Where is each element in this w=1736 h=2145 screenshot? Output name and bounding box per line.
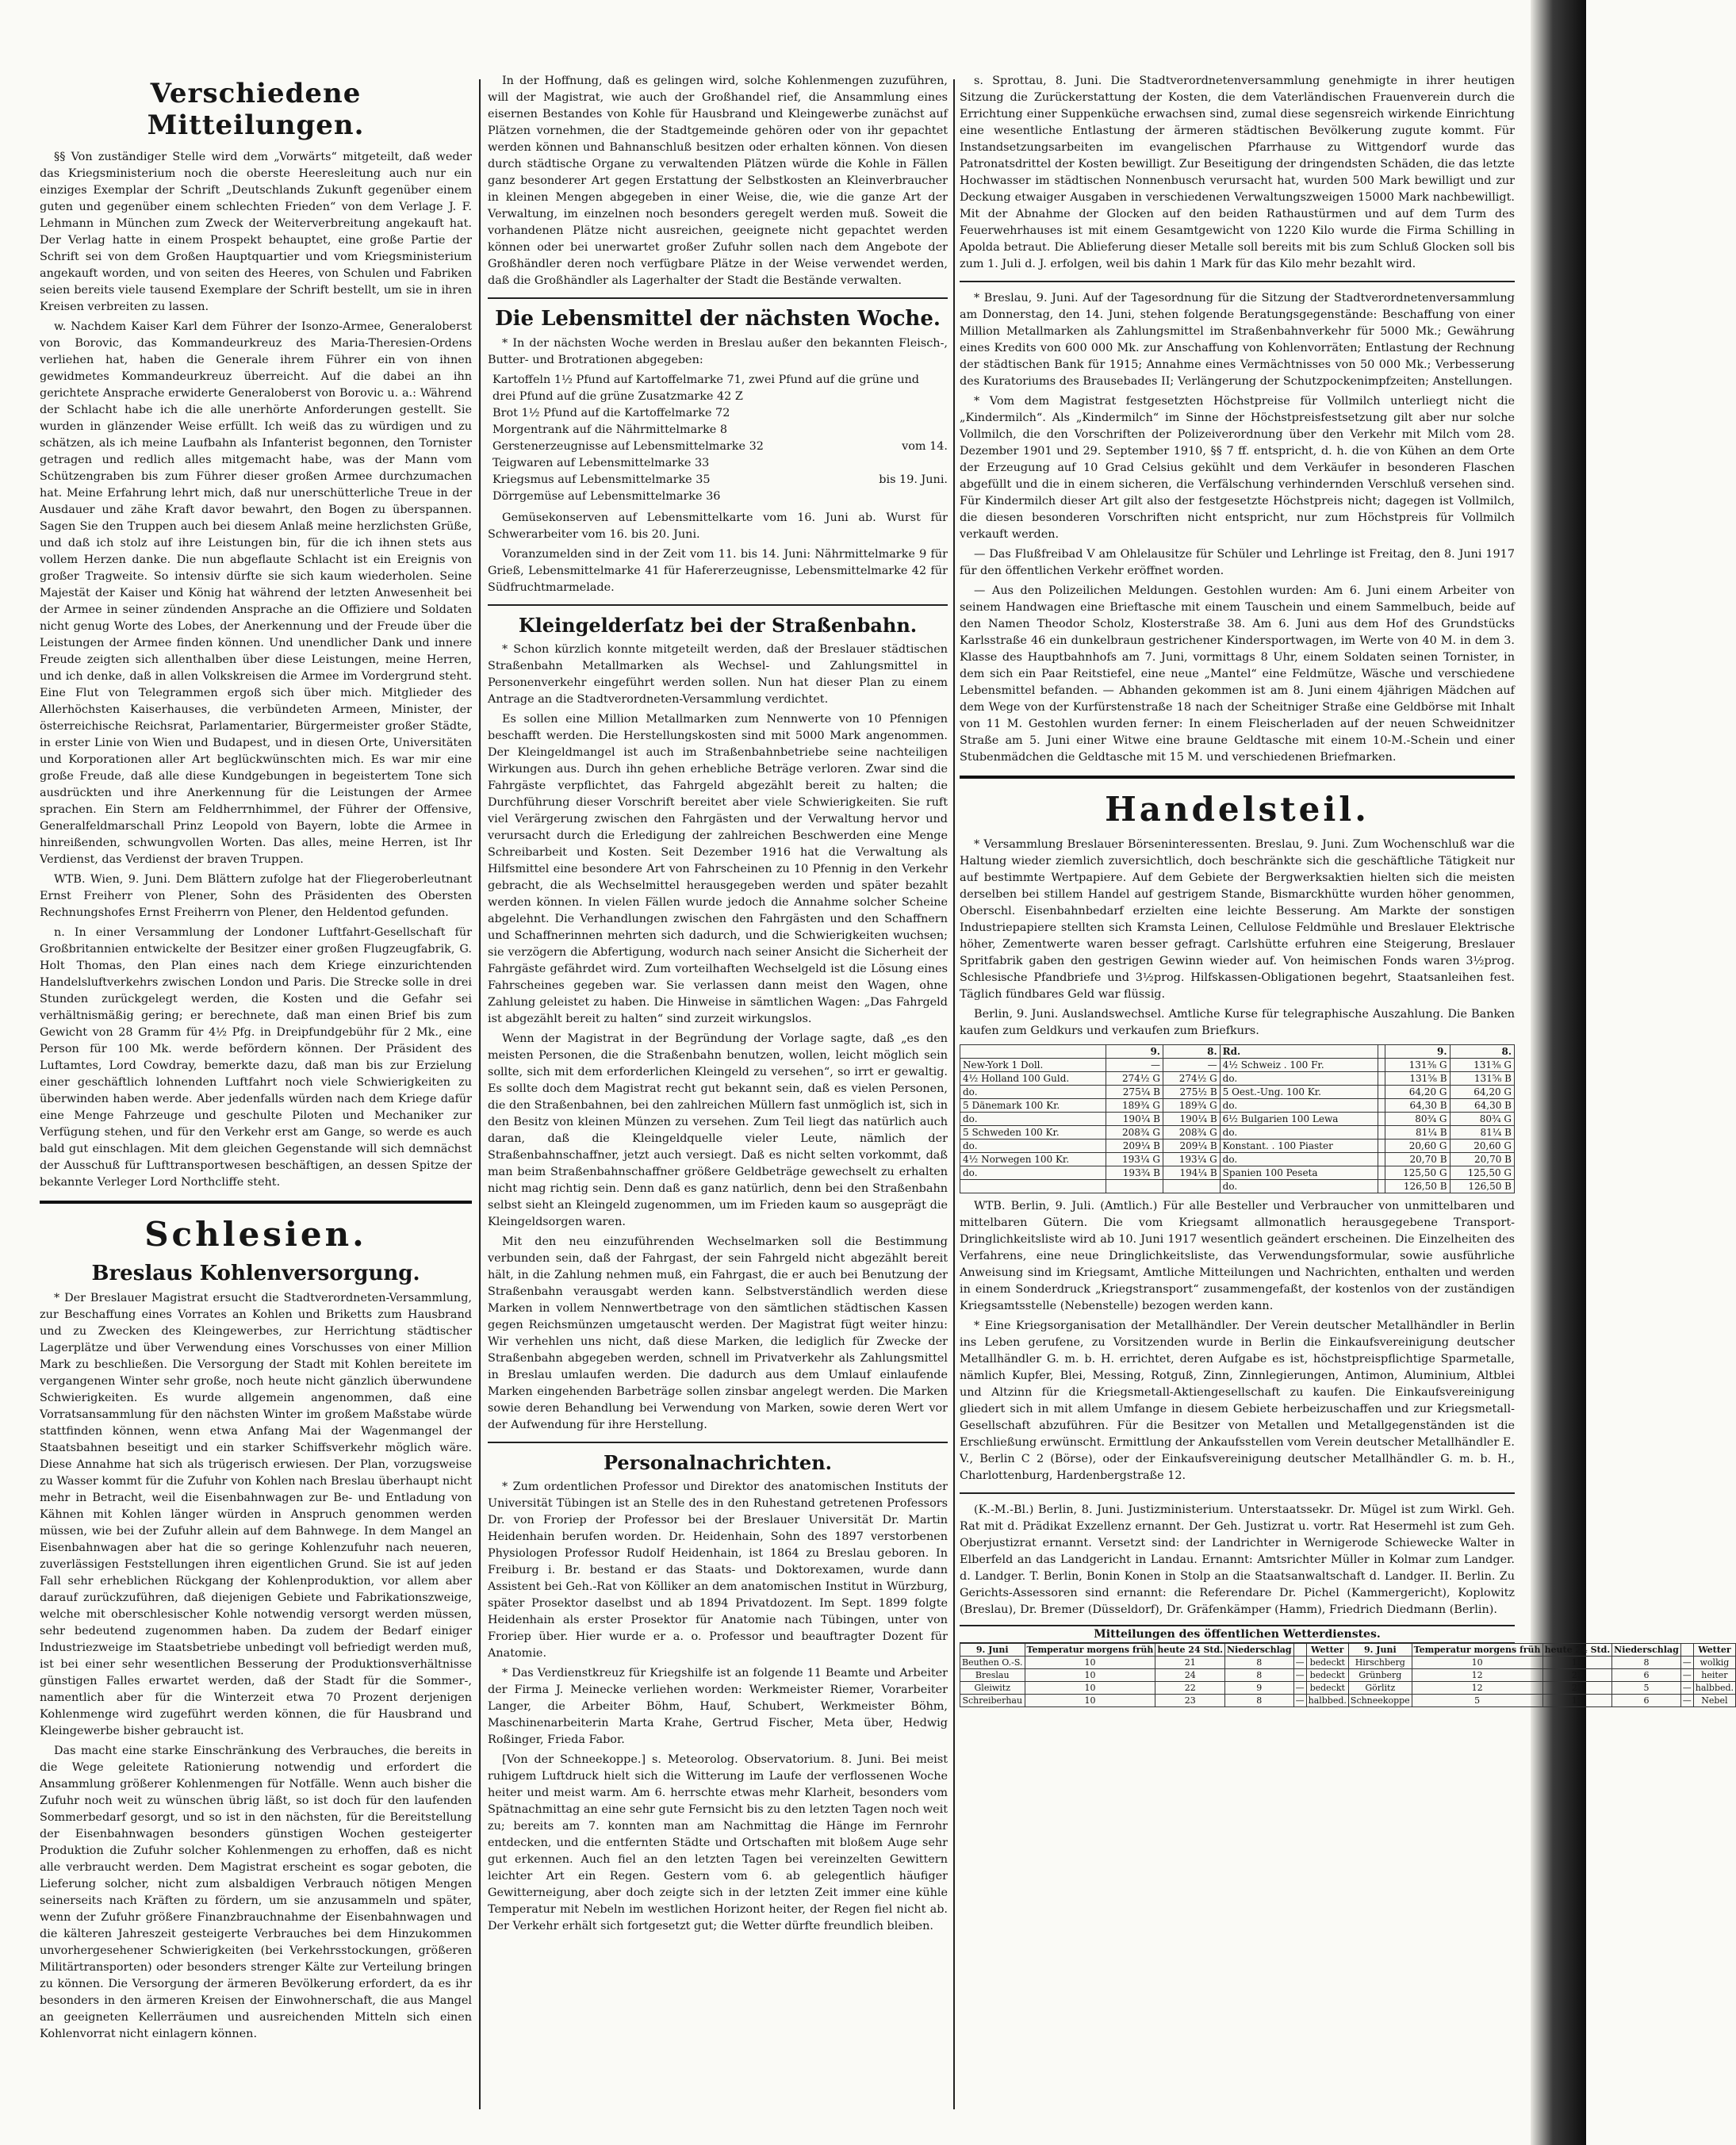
table-cell: — <box>1680 1657 1693 1669</box>
table-cell <box>1378 1059 1385 1072</box>
table-header-cell: heute 24 Std. <box>1155 1644 1225 1657</box>
table-cell: Gleiwitz <box>960 1682 1025 1695</box>
article-paragraph: * Schon kürzlich konnte mitgeteilt werden, daß der Breslauer städtischen Straßenbahn Metallmarken als Wechsel- und Zahlungsmittel in Personenverkehr eingeführt werden sollen. Nun hat dieser Plan zu einem Antrage an die Stadtverordneten-Versammlung verdichtet. <box>488 643 948 706</box>
article-heading-personal: Personalnachrichten. <box>604 1451 832 1474</box>
table-cell: 10 <box>1025 1682 1155 1695</box>
food-row: Morgentrank auf die Nährmittelmarke 8 <box>492 423 728 436</box>
table-header-cell: Wetter <box>1693 1644 1735 1657</box>
table-cell: 131⅜ G <box>1385 1059 1450 1072</box>
table-cell <box>1378 1099 1385 1113</box>
table-cell <box>1378 1140 1385 1153</box>
table-cell: 5 <box>1612 1682 1681 1695</box>
section-heading-mitteilungen: Verschiedene Mitteilungen. <box>147 78 365 141</box>
table-cell: — <box>1680 1682 1693 1695</box>
section-divider <box>40 1201 472 1204</box>
table-header-cell: Temperatur morgens früh <box>1025 1644 1155 1657</box>
table-cell: 131⅜ G <box>1450 1059 1514 1072</box>
article-paragraph: §§ Von zuständiger Stelle wird dem „Vorwärts“ mitgeteilt, daß weder das Kriegsministerium noch die oberste Heeresleitung auch nur ein einziges Exemplar der Schrift „Deutschlands Zukunft gegenüber einem guten und gegenüber einem schlechten Frieden“ von dem Verlage J. F. Lehmann in München zum Zweck der Weiterverbreitung angekauft hat. Der Verlag hatte in einem Prospekt behauptet, eine große Partie der Schrift sei von dem Großen Hauptquartier und vom Kriegsministerium angekauft worden, und von seiten des Heeres, von Schulen und Fabriken seien bereits viele tausend Exemplare der Schrift bestellt, um sie in ihren Kreisen verbreiten zu lassen. <box>40 151 472 313</box>
table-cell <box>1378 1153 1385 1166</box>
table-cell: 23 <box>1542 1669 1612 1682</box>
food-row: Gerstenerzeugnisse auf Lebensmittelmarke 32 vom 14. <box>492 440 948 453</box>
table-cell: 81¼ B <box>1450 1126 1514 1140</box>
table-cell: — <box>1163 1059 1220 1072</box>
table-cell: 4½ Norwegen 100 Kr. <box>960 1153 1106 1166</box>
table-cell: 131⅝ B <box>1450 1072 1514 1086</box>
table-cell <box>1378 1180 1385 1193</box>
table-cell: 10 <box>1025 1669 1155 1682</box>
article-paragraph: WTB. Wien, 9. Juni. Dem Blättern zufolge hat der Fliegeroberleutnant Ernst Freiherr von Plener, Sohn des Präsidenten des Obersten Rechnungshofes Ernst Freiherrn von Plener, den Heldentod gefunden. <box>40 873 472 919</box>
table-cell <box>1378 1113 1385 1126</box>
table-row <box>960 1657 1736 1669</box>
table-cell <box>1163 1180 1220 1193</box>
table-cell: 275½ B <box>1163 1086 1220 1099</box>
food-row: Kriegsmus auf Lebensmittelmarke 35 bis 19. Juni. <box>492 473 948 486</box>
article-paragraph: Berlin, 9. Juni. Auslandswechsel. Amtliche Kurse für telegraphische Auszahlung. Die Banken kaufen zum Geldkurs und verkaufen zum Briefkurs. <box>960 1008 1515 1037</box>
article-paragraph: [Von der Schneekoppe.] s. Meteorolog. Observatorium. 8. Juni. Bei meist ruhigem Luftdruck hielt sich die Witterung im Laufe der verflossenen Woche heiter und meist warm. Am 6. herrschte etwas mehr Klarheit, besonders vom Spätnachmittag an eine sehr gute Fernsicht bis zu den letzten Tagen noch weit zu; bereits am 7. konnten man am Nachmittag die Hänge im Fernrohr entdecken, und die entfernten Städte und Ortschaften mit bloßem Auge sehr gut erkennen. Auch fiel an den letzten Tagen bei vereinzelten Gewittern leichter Art ein Regen. Gestern vom 6. ab gelegentlich häufiger Gewitterneigung, aber doch zeigte sich in der letzten Zeit immer eine kühle Temperatur mit Nebeln im westlichen Horizont heiter, der Regen fiel nicht ab. Der Verkehr erhält sich fortgesetzt gut; die Wetter dürfte freundlich bleiben. <box>488 1753 948 1932</box>
table-cell: 8 <box>1612 1657 1681 1669</box>
table-cell: 189¾ G <box>1163 1099 1220 1113</box>
table-header-row <box>960 1644 1736 1657</box>
table-cell: 8 <box>1225 1695 1294 1707</box>
table-cell: bedeckt <box>1306 1657 1348 1669</box>
table-cell: 64,20 G <box>1385 1086 1450 1099</box>
table-cell: 81¼ B <box>1385 1126 1450 1140</box>
table-cell: 20,70 B <box>1450 1153 1514 1166</box>
table-cell: halbbed. <box>1693 1682 1735 1695</box>
article-paragraph: * Das Verdienstkreuz für Kriegshilfe ist an folgende 11 Beamte und Arbeiter der Firma J. Meinecke verliehen worden: Werkmeister Riemer, Vorarbeiter Langer, die Arbeiter Böhm, Hauf, Schubert, Werkmeister Böhm, Maschinenarbeiterin Marta Krahe, Gertrud Fischer, Meta über, Hedwig Roßinger, Frieda Fabor. <box>488 1667 948 1746</box>
column-2 <box>488 73 948 2119</box>
article-heading-kleingeld: Kleingelderſatz bei der Straßenbahn. <box>518 614 918 637</box>
table-cell: do. <box>1220 1072 1378 1086</box>
table-cell: 131⅝ B <box>1385 1072 1450 1086</box>
table-cell <box>1378 1126 1385 1140</box>
table-row <box>960 1180 1515 1193</box>
table-cell: Konstant. . 100 Piaster <box>1220 1140 1378 1153</box>
table-cell: 189¾ G <box>1106 1099 1163 1113</box>
table-header-cell: heute 24 Std. <box>1542 1644 1612 1657</box>
table-cell: 10 <box>1025 1657 1155 1669</box>
table-cell: Nebel <box>1693 1695 1735 1707</box>
table-cell: 23 <box>1155 1695 1225 1707</box>
food-row: Brot 1½ Pfund auf die Kartoffelmarke 72 <box>492 407 730 419</box>
table-cell: 21 <box>1155 1657 1225 1669</box>
table-cell: — <box>1293 1657 1306 1669</box>
table-cell: 12 <box>1412 1682 1542 1695</box>
table-cell <box>960 1180 1106 1193</box>
table-cell: 193¼ G <box>1106 1153 1163 1166</box>
article-paragraph: * Vom dem Magistrat festgesetzten Höchstpreise für Vollmilch unterliegt nicht die „Kindermilch“. Als „Kindermilch“ im Sinne der Höchstpreisfestsetzung gilt aber nur solche Vollmilch, die den Vorschriften der Polizeiverordnung über den Verkehr mit Milch vom 28. Dezember 1901 und 29. September 1910, §§ 7 ff. entspricht, d. h. die von Kühen an dem Orte der Erzeugung auf 10 Grad Celsius gekühlt und dem Verkäufer in besonderen Flaschen abgefüllt und die in einem sicheren, die Verfälschung verhindernden Verschluß versehen sind. Für Kindermilch dieser Art gilt also der festgesetzte Höchstpreis nicht; dagegen ist Vollmilch, die diesen besonderen Vorschriften nicht entspricht, nur zum Höchstpreis für Vollmilch verkauft werden. <box>960 395 1515 541</box>
article-paragraph: * Versammlung Breslauer Börseninteressenten. Breslau, 9. Juni. Zum Wochenschluß war die Haltung wieder ziemlich zuversichtlich, doch beschränkte sich die geschäftliche Tätigkeit nur auf bestimmte Wertpapiere. Auf dem Gebiete der Bergwerksaktien hielten sich die meisten derselben bei stillem Handel auf gestrigem Stande, Bismarckhütte wurden höher genommen, Oberschl. Eisenbahnbedarf erzielten eine leichte Besserung. Am Markte der sonstigen Industriepapiere stellten sich Kramsta Leinen, Cellulose Feldmühle und Breslauer Elektrische höher, Zementwerte waren besser gefragt. Carlshütte erfuhren eine Steigerung, Breslauer Spritfabrik gaben den gestrigen Gewinn wieder auf. Von heimischen Fonds waren 3½prog. Schlesische Pfandbriefe und 3½prog. Hilfskassen-Obligationen begehrt, Staatsanleihen fest. Täglich fündbares Geld war flüssig. <box>960 838 1515 1001</box>
table-header-cell: Niederschlag <box>1225 1644 1294 1657</box>
table-cell: 4½ Holland 100 Guld. <box>960 1072 1106 1086</box>
table-cell: 12 <box>1542 1695 1612 1707</box>
table-cell: 10 <box>1412 1657 1542 1669</box>
table-cell: 274½ G <box>1163 1072 1220 1086</box>
column-rule <box>479 79 481 2109</box>
table-cell: halbbed. <box>1306 1695 1348 1707</box>
table-cell: 23 <box>1542 1682 1612 1695</box>
table-cell: 80¾ G <box>1385 1113 1450 1126</box>
table-cell: — <box>1293 1695 1306 1707</box>
weather-table <box>960 1643 1736 1707</box>
table-cell: — <box>1680 1669 1693 1682</box>
table-cell: 190¼ B <box>1163 1113 1220 1126</box>
table-row <box>960 1086 1515 1099</box>
table-cell: do. <box>960 1166 1106 1180</box>
article-divider <box>960 1492 1515 1494</box>
table-cell: do. <box>1220 1180 1378 1193</box>
table-cell: 5 Oest.-Ung. 100 Kr. <box>1220 1086 1378 1099</box>
table-cell: Schneekoppe <box>1348 1695 1412 1707</box>
table-cell: 4½ Schweiz . 100 Fr. <box>1220 1059 1378 1072</box>
table-row <box>960 1140 1515 1153</box>
table-cell: 194¼ B <box>1163 1166 1220 1180</box>
table-cell: 64,30 B <box>1385 1099 1450 1113</box>
article-paragraph: * Eine Kriegsorganisation der Metallhändler. Der Verein deutscher Metallhändler in Berlin ins Leben gerufene, zu Vorsitzenden wurde in Berlin die Einkaufsvereinigung deutscher Metallhändler G. m. b. H. errichtet, deren Aufgabe es ist, höchstpreispflichtige Sparmetalle, nämlich Kupfer, Blei, Messing, Rotguß, Zinn, Zinnlegierungen, Antimon, Aluminium, Altblei und Altzinn für die Kriegsmetall-Aktiengesellschaft zu kaufen. Die Einkaufsvereinigung gliedert sich in mit allem Umfange in diesem Gebiete herbeizuschaffen und zur Kriegsmetall-Gesellschaft abzuführen. Für die Besitzer von Metallen und Metallgegenständen ist die Erschließung erwünscht. Ermittlung der Ankaufsstellen vom Verein deutscher Metallhändler E. V., Berlin C 2 (Börse), oder der Einkaufsvereinigung deutscher Metallhändler G. m. b. H., Charlottenburg, Hardenbergstraße 12. <box>960 1320 1515 1482</box>
table-cell: 274½ G <box>1106 1072 1163 1086</box>
table-row <box>960 1153 1515 1166</box>
table-cell: 208¾ G <box>1106 1126 1163 1140</box>
article-paragraph: — Das Flußfreibad V am Ohlelausitze für Schüler und Lehrlinge ist Freitag, den 8. Juni 1917 für den öffentlichen Verkehr eröffnet worden. <box>960 548 1515 577</box>
weather-service-title: Mitteilungen des öffentlichen Wetterdienstes. <box>960 1625 1515 1643</box>
section-heading-handelsteil: Handelsteil. <box>1105 790 1370 829</box>
article-paragraph: Wenn der Magistrat in der Begründung der Vorlage sagte, daß „es den meisten Personen, die die Straßenbahn benutzen, wollen, leicht möglich sein sollte, sich mit dem erforderlichen Kleingeld zu versehen“, so irrt er gewaltig. Es sollte doch dem Magistrat recht gut bekannt sein, daß es vielen Personen, die den Straßenbahnen, bei den zahlreichen Müllern fast unmöglich ist, sich in den Besitz von kleinen Münzen zu versehen. Zum Teil liegt das natürlich auch daran, daß die Kleingeldquelle vieler Leute, nämlich der Straßenbahnschaffner, jetzt auch versiegt. Daß es nicht selten vorkommt, daß man beim Straßenbahnschaffner größere Geldbeträge gewechselt zu erhalten nicht mag richtig sein. Denn daß es ganz natürlich, denn bei den Straßenbahn selbst sieht an Kleingeld zugenommen, um im Frieden kaum so ausgeprägt die Kleingeldsorgen waren. <box>488 1032 948 1228</box>
table-cell: 64,30 B <box>1450 1099 1514 1113</box>
table-cell: Hirschberg <box>1348 1657 1412 1669</box>
table-row <box>960 1099 1515 1113</box>
article-paragraph: Voranzumelden sind in der Zeit vom 11. bis 14. Juni: Nährmittelmarke 9 für Grieß, Lebensmittelmarke 41 für Hafererzeugnisse, Lebensmittelmarke 42 für Südfruchtmarmelade. <box>488 548 948 594</box>
table-cell: 80¾ G <box>1450 1113 1514 1126</box>
article-paragraph: n. In einer Versammlung der Londoner Luftfahrt-Gesellschaft für Großbritannien entwickelte der Besitzer einer großen Flugzeugfabrik, G. Holt Thomas, den Plan eines nach dem Kriege einzurichtenden Handelsluftverkehrs zwischen London und Paris. Die Strecke solle in drei Stunden zurückgelegt werden, die Kosten und die Gefahr sei verhältnismäßig gering; er berechnete, daß man einen Brief bis zum Gewicht von 28 Gramm für 4½ Pfg. in Dreipfundgebühr für 2 Mk., eine Person für 100 Mk. werde befördern können. Der Präsident des Luftamtes, Lord Cowdray, bemerkte dazu, daß man bis zur Erzielung einer geschäftlich lohnenden Luftfahrt noch viele Schwierigkeiten zu überwinden haben werde. Aber jedenfalls würden nach dem Kriege dafür eine Menge Fahrzeuge und geschulte Piloten und Mechaniker zur Verfügung stehen, und für den Verkehr erst am Gange, so werde es auch bald gut einschlagen. Mit dem gleichen Gegenstande will sich demnächst der Ausschuß für Lufttransportwesen beschäftigen, an dessen Spitze der bekannte Verleger Lord Northcliffe steht. <box>40 926 472 1189</box>
article-divider <box>488 1442 948 1443</box>
table-cell: 24 <box>1155 1669 1225 1682</box>
table-cell: Breslau <box>960 1669 1025 1682</box>
table-cell: — <box>1293 1682 1306 1695</box>
table-cell: 208¾ G <box>1163 1126 1220 1140</box>
table-cell: heiter <box>1693 1669 1735 1682</box>
article-paragraph: * Zum ordentlichen Professor und Direktor des anatomischen Instituts der Universität Tübingen ist an Stelle des in den Ruhestand getretenen Professors Dr. von Froriep der Professor bei der Breslauer Universität Dr. Martin Heidenhain berufen worden. Dr. Heidenhain, Sohn des 1897 verstorbenen Physiologen Professor Rudolf Heidenhain, ist 1864 zu Breslau geboren. In Freiburg i. Br. bestand er das Staats- und Doktorexamen, wurde dann Assistent bei Geh.-Rat von Kölliker an dem anatomischen Institut in Würzburg, später Prosektor daselbst und ab 1894 Privatdozent. Im Sept. 1899 folgte Heidenhain als erster Prosektor für Anatomie nach Tübingen, unter von Froriep über. Hier wurde er a. o. Professor und beauftragter Dozent für Anatomie. <box>488 1480 948 1660</box>
article-heading-lebensmittel: Die Lebensmittel der nächsten Woche. <box>495 307 941 331</box>
table-cell <box>1378 1166 1385 1180</box>
table-header-cell: 9. Juni <box>960 1644 1025 1657</box>
article-paragraph: Gemüsekonserven auf Lebensmittelkarte vom 16. Juni ab. Wurst für Schwerarbeiter vom 16. bis 20. Juni. <box>488 511 948 541</box>
table-cell: do. <box>1220 1153 1378 1166</box>
column-1 <box>40 73 472 2119</box>
table-cell: 209¼ B <box>1163 1140 1220 1153</box>
table-cell: 8 <box>1225 1657 1294 1669</box>
table-cell: 190¼ B <box>1106 1113 1163 1126</box>
table-cell: 5 <box>1412 1695 1542 1707</box>
table-cell: 12 <box>1412 1669 1542 1682</box>
table-row <box>960 1669 1736 1682</box>
table-cell: 22 <box>1155 1682 1225 1695</box>
section-divider <box>960 776 1515 779</box>
table-cell: 64,20 G <box>1450 1086 1514 1099</box>
table-cell: 8 <box>1225 1669 1294 1682</box>
article-paragraph: * Der Breslauer Magistrat ersucht die Stadtverordneten-Versammlung, zur Beschaffung eines Vorrates an Kohlen und Briketts zum Hausbrand und zu Zwecken des Kleingewerbes, zur Herrichtung städtischer Lagerplätze und über Verwendung eines Vorschusses von einer Million Mark zu beschließen. Die Versorgung der Stadt mit Kohlen bereitete im vergangenen Winter sehr große, noch heute nicht gänzlich überwundene Schwierigkeiten. Es wurde allgemein angenommen, daß eine Vorratsansammlung für den nächsten Winter im großem Maßstabe würde stattfinden können, wenn etwa Anfang Mai der Wagenmangel der Staatsbahnen beseitigt und ein starker Schiffsverkehr möglich wäre. Diese Annahme hat sich als trügerisch erwiesen. Der Plan, vorzugsweise zu Wasser kommt für die Zufuhr von Kohlen nach Breslau überhaupt nicht mehr in Betracht, weil die Eisenbahnwagen zur Be- und Entladung von Kähnen mit Kohlen länger würden in Anspruch genommen werden müssen, wie bei der Zufuhr allein auf dem Bahnwege. In dem Mangel an Eisenbahnwagen aber hat die so geringe Kohlenzufuhr nach neueren, zuverlässigen Feststellungen ihren eigentlichen Grund. Sie ist auf jeden Fall sehr erheblichen Rückgang der Kohlenproduktion, vor allem aber darauf zurückzuführen, daß diejenigen Gebiete und Fabrikationszweige, welche mit oberschlesischer Kohle notwendig versorgt werden müssen, sehr bedeutend zugenommen haben. Da zudem der Bedarf einiger Industriezweige im Staatsbetriebe unbedingt voll befriedigt werden muß, ist bei einer sehr wesentlichen Besserung der Produktionsverhältnisse günstigen Falles erwartet werden, daß der Stadt für die Sommer-, namentlich aber für die Winterzeit etwa 70 Prozent derjenigen Kohlenmenge wird zugeführt werden können, die für Hausbrand und Kleingewerbe bisher gebraucht ist. <box>40 1292 472 1737</box>
table-cell: Beuthen O.-S. <box>960 1657 1025 1669</box>
food-row: Kartoffeln 1½ Pfund auf Kartoffelmarke 71, zwei Pfund auf die grüne und drei Pfund auf die grüne Zusatzmarke 42 Z <box>492 373 920 403</box>
exchange-rate-table <box>960 1044 1515 1193</box>
table-row <box>960 1059 1515 1072</box>
article-paragraph: In der Hoffnung, daß es gelingen wird, solche Kohlenmengen zuzuführen, will der Magistrat, wie auch der Großhandel rief, die Ansammlung eines eisernen Bestandes von Kohle für Hausbrand und Kleingewerbe zunächst auf Plätzen vornehmen, die der Stadtgemeinde gehören oder von ihr gepachtet werden können und Bahnanschluß besitzen oder erhalten können. Von diesen durch städtische Organe zu verwaltenden Plätzen würde die Kohle in Fällen ganz besonderer Art gegen Erstattung der Selbstkosten an Kleinverbraucher in kleinen Mengen abgegeben in einer Weise, die, wie die ganze Art der Verwaltung, im einzelnen noch besonders geregelt werden muß. Soweit die vorhandenen Plätze nicht ausreichen, geeignete nicht gepachtet werden können oder bei unerwartet großer Zufuhr sollen nach dem Angebote der Großhändler deren noch verfügbare Plätze in der Weise verwendet werden, daß die Großhändler als Lagerhalter der Stadt die Bestände verwalten. <box>488 75 948 287</box>
table-cell: do. <box>960 1113 1106 1126</box>
food-row: Teigwaren auf Lebensmittelmarke 33 <box>492 457 710 469</box>
table-cell: 10 <box>1025 1695 1155 1707</box>
table-cell: 20,60 G <box>1385 1140 1450 1153</box>
table-cell: 9 <box>1225 1682 1294 1695</box>
column-rule <box>953 79 955 2109</box>
scan-edge-shadow <box>1531 0 1586 2145</box>
table-cell: — <box>1293 1669 1306 1682</box>
food-ration-list <box>488 372 948 505</box>
table-cell: 6 <box>1612 1669 1681 1682</box>
table-row <box>960 1072 1515 1086</box>
table-header-cell: Wetter <box>1306 1644 1348 1657</box>
article-divider <box>960 281 1515 282</box>
article-paragraph: w. Nachdem Kaiser Karl dem Führer der Isonzo-Armee, Generaloberst von Borovic, das Kommandeurkreuz des Maria-Theresien-Ordens verliehen hat, haben die Generale ihrem Führer ein von ihnen gewidmetes Kommandeurkreuz überreicht. Auf die dabei an ihn gerichtete Ansprache erwiderte Generaloberst von Borovic u. a.: Während der Schlacht habe ich die alle unerhörte Anforderungen gestellt. Sie wurden in glänzender Weise erfüllt. Ich weiß das zu würdigen und zu schätzen, als ich meine Laufbahn als Infanterist begonnen, den Tornister getragen und redlich alles mitgemacht habe, was der Mann vom Schützengraben bis zum Führer dieser großen Armee durchzumachen hat. Meine Erfahrung lehrt mich, daß nur unerschütterliche Treue in der Ausdauer und zähe Kraft davor bewahrt, den Bogen zu überspannen. Sagen Sie den Truppen auch bei diesem Anlaß meine herzlichsten Grüße, und daß ich stolz auf ihre Leistungen bin, für die ich ihnen stets aus vollem Herzen danke. Die nun abgeflaute Schlacht ist ein Ereignis von großer Tragweite. So intensiv dürfte sie sich kaum wiederholen. Seine Majestät der Kaiser und König hat während der letzten Anwesenheit bei der Armee in seiner zündenden Ansprache an die Offiziere und Soldaten nicht genug Worte des Lobes, der Anerkennung und der Freude über die Leistungen der Armee finden können. Und unendlicher Dank und innere Freude zeigten sich allenthalben über diese Leistungen, meine Herren, und ich denke, daß in allen Volkskreisen die Armee im Vordergrund steht. Eine Flut von Telegrammen ergoß sich über mich. Mitglieder des Allerhöchsten Kaiserhauses, die verbündeten Armeen, Minister, der österreichische Reichsrat, Parlamentarier, Bürgermeister großer Städte, in erster Linie von Wien und Budapest, und in diesen Orte, Universitäten und Korporationen aller Art beglückwünschten mich. Es war mir eine große Freude, daß alle diese Kundgebungen in begeistertem Tone sich ausdrückten und ihre Anerkennung für die Leistungen der Armee sprachen. Ein Stern am Feldherrnhimmel, der Führer der Offensive, Generalfeldmarschall Prinz Leopold von Bayern, lobte die Armee in hinreißenden, schwungvollen Worten. Das alles, meine Herren, ist Ihr Verdienst, das Verdienst der braven Truppen. <box>40 320 472 866</box>
table-cell: 126,50 B <box>1385 1180 1450 1193</box>
table-cell: 125,50 G <box>1385 1166 1450 1180</box>
table-cell: 20,60 G <box>1450 1140 1514 1153</box>
table-cell: 275¼ B <box>1106 1086 1163 1099</box>
table-header-cell: Temperatur morgens früh <box>1412 1644 1542 1657</box>
table-row <box>960 1166 1515 1180</box>
table-cell: bedeckt <box>1306 1669 1348 1682</box>
table-cell <box>1378 1086 1385 1099</box>
table-cell: 20,70 B <box>1385 1153 1450 1166</box>
table-header-cell: 9. Juni <box>1348 1644 1412 1657</box>
section-heading-schlesien: Schlesien. <box>144 1215 367 1254</box>
table-cell: do. <box>960 1140 1106 1153</box>
table-cell: Görlitz <box>1348 1682 1412 1695</box>
table-cell: 18 <box>1542 1657 1612 1669</box>
article-paragraph: (K.-M.-Bl.) Berlin, 8. Juni. Justizministerium. Unterstaatssekr. Dr. Mügel ist zum Wirkl. Geh. Rat mit d. Prädikat Exzellenz ernannt. Der Geh. Justizrat u. vortr. Rat Hesermehl ist zum Geh. Oberjustizrat ernannt. Versetzt sind: der Landrichter in Wernigerode Schiewecke Walter in Elberfeld an das Landgericht in Landau. Ernannt: Amtsrichter Müller in Kolmar zum Landger. d. Landger. T. Berlin, Bonin Konen in Stolp an die Staatsanwaltschaft d. Landger. II. Berlin. Zu Gerichts-Assessoren sind ernannt: die Referendare Dr. Pichel (Kammergericht), Koplowitz (Breslau), Dr. Bremer (Düsseldorf), Dr. Gräfenkämper (Hamm), Friedrich Diedmann (Berlin). <box>960 1503 1515 1616</box>
table-cell: bedeckt <box>1306 1682 1348 1695</box>
column-3 <box>960 73 1734 2119</box>
table-cell: 209¼ B <box>1106 1140 1163 1153</box>
table-cell: 5 Dänemark 100 Kr. <box>960 1099 1106 1113</box>
article-paragraph: — Aus den Polizeilichen Meldungen. Gestohlen wurden: Am 6. Juni einem Arbeiter von seinem Handwagen eine Brieftasche mit einem Tauschein und einem Sammelbuch, beide auf den Namen Theodor Scholz, Klosterstraße 38. Am 6. Juni aus dem Hof des Grundstücks Karlsstraße 46 ein dunkelbraun gestrichener Kindersportwagen, im Werte von 40 M. in dem 3. Klasse des Hauptbahnhofs am 7. Juni, vormittags 8 Uhr, einem Soldaten seinen Tornister, in dem sich ein Paar Reitstiefel, eine neue „Mantel“ eine Feldmütze, Wäsche und verschiedene Lebensmittel befanden. — Abhanden gekommen ist am 8. Juni einem 4jährigen Mädchen auf dem Wege von der Kurfürstenstraße 18 nach der Scheitniger Straße eine Geldbörse mit Inhalt von 11 M. Gestohlen wurden ferner: In einem Fleischerladen auf der neuen Schweidnitzer Straße am 5. Juni einer Witwe eine braune Geldtasche mit einem 10-M.-Schein und einer Stubenmädchen die Geldtasche mit 15 M. und verschiedenen Briefmarken. <box>960 584 1515 764</box>
table-cell: 193¾ B <box>1106 1166 1163 1180</box>
table-cell: 6 <box>1612 1695 1681 1707</box>
table-cell <box>1378 1072 1385 1086</box>
article-paragraph: Mit den neu einzuführenden Wechselmarken soll die Bestimmung verbunden sein, daß der Fahrgast, der sein Fahrgeld nicht abgezählt bereit hält, in die Zahlung nehmen muß, ein Fahrgast, die er auch bei Benutzung der Straßenbahn verausgabt werden kann. Selbstverständlich werden diese Marken in vollem Nennwertbetrage von den sämtlichen städtischen Kassen gegen Reichsmünzen umgetauscht werden. Der Magistrat fügt weiter hinzu: Wir verhehlen uns nicht, daß diese Marken, die lediglich für Zwecke der Straßenbahn abgegeben werden, schnell im Privatverkehr als Zahlungsmittel in Breslau umlaufen werden. Die dadurch aus dem Umlauf einlaufende Marken eingehenden Barbeträge sollen zinsbar angelegt werden. Die Marken sowie deren Behandlung bei Verwendung von Marken, sowie deren Wert vor der Aufwendung für ihre Herstellung. <box>488 1235 948 1431</box>
table-cell <box>1106 1180 1163 1193</box>
table-row <box>960 1113 1515 1126</box>
article-paragraph: Es sollen eine Million Metallmarken zum Nennwerte von 10 Pfennigen beschafft werden. Die Herstellungskosten sind mit 5000 Mark angenommen. Der Kleingeldmangel ist auch im Straßenbahnbetriebe seine nachteiligen Wirkungen aus. Durch ihn gehen erhebliche Beträge verloren. Zwar sind die Fahrgäste verpflichtet, das Fahrgeld abgezählt bereit zu halten; die Durchführung dieser Vorschrift bereitet aber viele Schwierigkeiten. Sie ruft viel Verärgerung zwischen den Fahrgästen und der Verwaltung hervor und verursacht durch die Erledigung der zahlreichen Beschwerden eine Menge Schreibarbeit und Kosten. Seit Dezember 1916 hat die Verwaltung als Hilfsmittel eine besondere Art von Fahrscheinen zu 10 Pfennig in den Verkehr gebracht, die als Wechselmittel herausgegeben werden und später bezahlt werden können. In vielen Fällen wurde jedoch die Annahme solcher Scheine abgelehnt. Die Verhandlungen zwischen den Fahrgästen und den Schaffnern und Schaffnerinnen mehrten sich dadurch, und die Schwierigkeiten wuchsen; sie verzögern die Abfertigung, wodurch nach seiner Ansicht die Sicherheit der Fahrgäste gefährdet wird. Zum vorteilhaften Wechselgeld ist die Lösung eines Fahrscheines gegeben war. Sie verlassen dann meist den Wagen, ohne Zahlung geleistet zu haben. Die Hinweise in sämtlichen Wagen: „Das Fahrgeld ist abgezählt bereit zu halten“ sind zurzeit wirkungslos. <box>488 713 948 1025</box>
table-cell: 6½ Bulgarien 100 Lewa <box>1220 1113 1378 1126</box>
table-cell: wolkig <box>1693 1657 1735 1669</box>
table-cell: New-York 1 Doll. <box>960 1059 1106 1072</box>
table-cell: 125,50 G <box>1450 1166 1514 1180</box>
table-row <box>960 1126 1515 1140</box>
article-paragraph: Das macht eine starke Einschränkung des Verbrauches, die bereits in die Wege geleitete Rationierung notwendig und erfordert die Ansammlung größerer Kohlenmengen für Notfälle. Wenn auch bisher die Zufuhr noch weit zu wünschen übrig läßt, so ist doch für den laufenden Sommerbedarf gesorgt, und so ist in den nächsten, für die Bereitstellung der Eisenbahnwagen besonders günstigen Wochen gesteigerter Produktion die Zufuhr solcher Kohlenmengen zu erhoffen, daß es nicht alle verbraucht werden. Dem Magistrat erscheint es sogar geboten, die Lieferung solcher, nicht zum alsbaldigen Verbrauch nötigen Mengen seinerseits nach Kräften zu fördern, um sie anzusammeln und später, wenn der Zufuhr größere Finanzbrauchnahme der Eisenbahnwagen und die kälteren Jahreszeit gesteigerte Verbrauches bei dem Hinzukommen unvorhergesehener Schwierigkeiten (bei Verkehrsstockungen, größeren Militärtransporten) oder besonders strenger Kälte zur Verteilung bringen zu können. Die Versorgung der ärmeren Bevölkerung erfordert, da es ihr besonders in den ärmeren Kreisen der Einwohnerschaft, die aus Mangel an geeigneten Kellerräumen und ausreichenden Mitteln sich einen Kohlenvorrat nicht einlagern können. <box>40 1745 472 2040</box>
table-cell: Grünberg <box>1348 1669 1412 1682</box>
table-cell: 5 Schweden 100 Kr. <box>960 1126 1106 1140</box>
table-header-cell <box>1293 1644 1306 1657</box>
table-cell: do. <box>1220 1099 1378 1113</box>
article-paragraph: WTB. Berlin, 9. Juli. (Amtlich.) Für alle Besteller und Verbraucher von unmittelbaren und mittelbaren Gütern. Die vom Kriegsamt allmonatlich herausgegebene Transport-Dringlichkeitsliste wird ab 10. Juni 1917 wesentlich geändert erscheinen. Die Einzelheiten des Verfahrens, eine neue Dringlichkeitsliste, das Verwendungsformular, sowie ausführliche Anweisung sind im Kriegsamt, Amtliche Mitteilungen und Nachrichten, enthalten und werden in einem Sonderdruck „Kriegstransport“ zusammengefaßt, der kostenlos von der zuständigen Kriegsamtsstelle (Nebenstelle) bezogen werden kann. <box>960 1200 1515 1312</box>
article-paragraph: * Breslau, 9. Juni. Auf der Tagesordnung für die Sitzung der Stadtverordnetenversammlung am Donnerstag, den 14. Juni, stehen folgende Beratungsgegenstände: Beschaffung von einer Million Metallmarken als Zahlungsmittel im Straßenbahnverkehr für 5000 Mk.; Gewährung eines Kredits von 600 000 Mk. zur Anschaffung von Kohlenvorräten; Entlastung der Rechnung der städtischen Bank für 1915; Annahme eines Vermächtnisses von 50 000 Mk.; Verbesserung des Kuratoriums des Brausebades II; Verlängerung der Schutzpockenimpfzeiten; Anstellungen. <box>960 292 1515 388</box>
table-cell: Spanien 100 Peseta <box>1220 1166 1378 1180</box>
table-cell: 193¼ G <box>1163 1153 1220 1166</box>
table-header-cell <box>1680 1644 1693 1657</box>
table-cell: — <box>1106 1059 1163 1072</box>
table-cell: do. <box>1220 1126 1378 1140</box>
article-divider <box>488 604 948 606</box>
table-cell: do. <box>960 1086 1106 1099</box>
article-heading-kohlenversorgung: Breslaus Kohlenversorgung. <box>91 1262 420 1285</box>
table-cell: 126,50 B <box>1450 1180 1514 1193</box>
food-row: Dörrgemüse auf Lebensmittelmarke 36 <box>492 490 721 503</box>
table-cell: — <box>1680 1695 1693 1707</box>
table-header-cell: Niederschlag <box>1612 1644 1681 1657</box>
article-divider <box>488 297 948 299</box>
article-paragraph: s. Sprottau, 8. Juni. Die Stadtverordnetenversammlung genehmigte in ihrer heutigen Sitzung die Zurückerstattung der Kosten, die dem Vaterländischen Frauenverein durch die Errichtung einer Suppenküche erwachsen sind, zumal diese segensreich wirkende Einrichtung eine wesentliche Entlastung der ärmeren städtischen Bevölkerung zugute kommt. Für Instandsetzungsarbeiten im evangelischen Pfarrhause zu Wittgendorf wurde das Patronatsdrittel der Kosten bewilligt. Zur Beseitigung der dringendsten Schäden, die das letzte Hochwasser im städtischen Nonnenbusch verursacht hat, wurden 500 Mark bewilligt und zur Deckung etwaiger Ausgaben in verschiedenen Verwaltungszweigen 15000 Mark nachbewilligt. Mit der Abnahme der Glocken auf den beiden Rathaustürmen und auf dem Turm des Feuerwehrhauses ist mit einem Gesamtgewicht von 1220 Kilo wurde die Firma Schilling in Apolda betraut. Die Ablieferung dieser Metalle soll bereits mit bis zum Schluß Glocken soll bis zum 1. Juli d. J. erfolgen, weil bis dahin 1 Mark für das Kilo mehr bezahlt wird. <box>960 75 1515 270</box>
article-paragraph: * In der nächsten Woche werden in Breslau außer den bekannten Fleisch-, Butter- und Brotrationen abgegeben: <box>488 337 948 366</box>
table-row <box>960 1682 1736 1695</box>
table-row <box>960 1695 1736 1707</box>
table-header-row: 9. 8. Rd. 9. 8. <box>960 1045 1515 1059</box>
table-cell: Schreiberhau <box>960 1695 1025 1707</box>
